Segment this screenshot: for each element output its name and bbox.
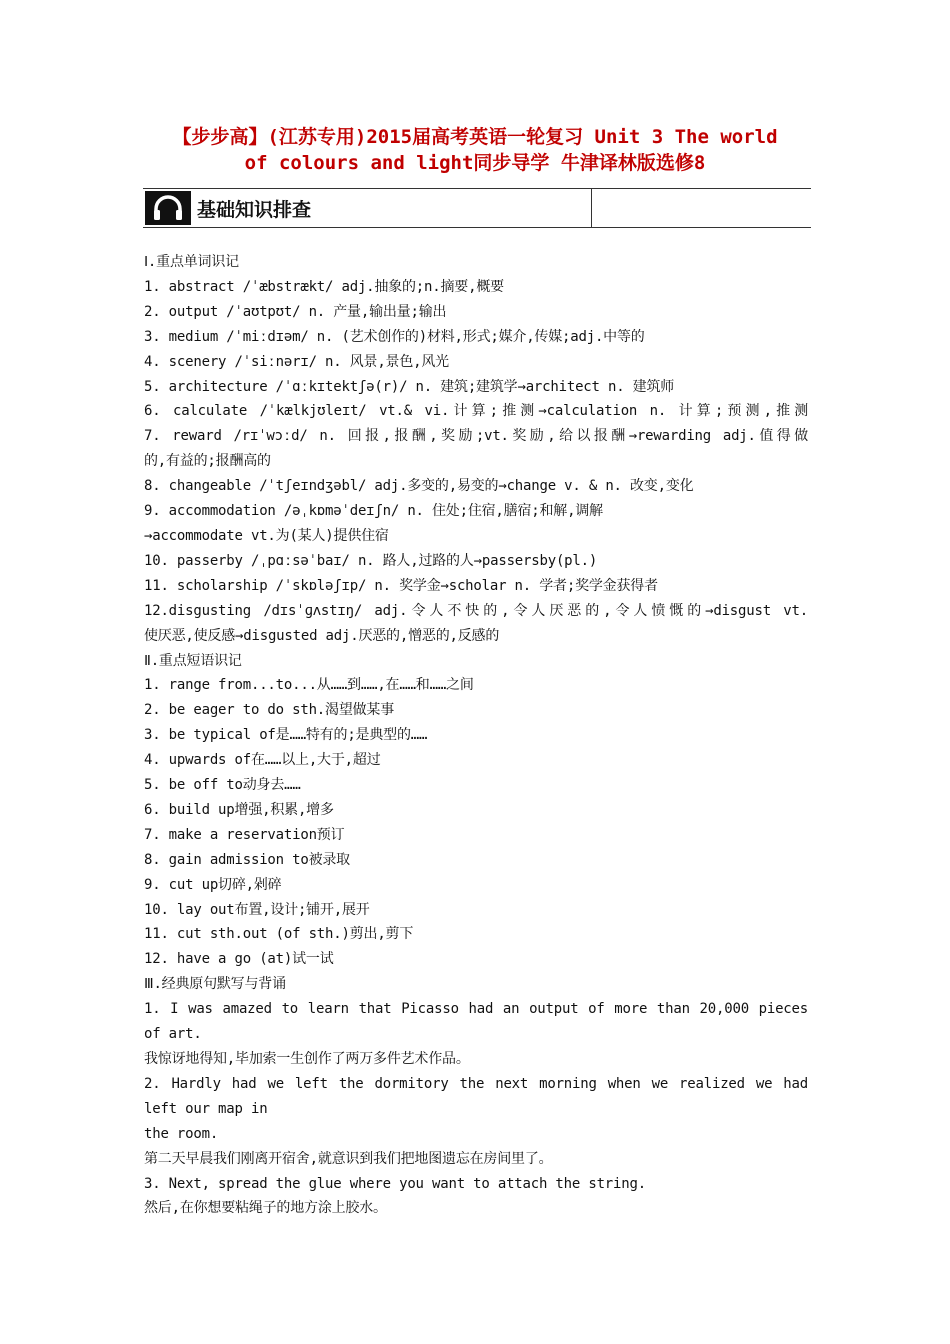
sentence-chinese: 我惊讶地得知,毕加索一生创作了两万多件艺术作品。 — [144, 1051, 470, 1067]
word-item: 12.disgusting /dɪsˈɡʌstɪŋ/ adj.令人不快的,令人厌恶的,令人愤慨的→disgust vt. — [144, 602, 808, 619]
sentence-chinese: 第二天早晨我们刚离开宿舍,就意识到我们把地图遗忘在房间里了。 — [144, 1150, 553, 1167]
sentence-english-continued: the room. — [144, 1125, 219, 1142]
banner-heading: 基础知识排查 — [197, 198, 312, 221]
section-banner — [143, 188, 811, 228]
sentence-english: 2. Hardly had we left the dormitory the next morning when we realized we had — [144, 1075, 808, 1092]
title-line-2: of colours and light同步导学 牛津译林版选修8 — [244, 152, 706, 174]
word-item: 4. scenery /ˈsiːnərɪ/ n. 风景,景色,风光 — [144, 353, 449, 370]
word-item: 3. medium /ˈmiːdɪəm/ n. (艺术创作的)材料,形式;媒介,传媒;adj.中等的 — [144, 328, 645, 345]
word-item: 7. reward /rɪˈwɔːd/ n. 回报,报酬,奖励;vt.奖励,给以报酬→rewarding adj.值得做 — [144, 428, 808, 445]
section-heading-phrases: Ⅱ.重点短语识记 — [144, 652, 242, 669]
headphones-icon — [145, 191, 191, 225]
phrase-item: 3. be typical of是……特有的;是典型的…… — [144, 727, 428, 744]
phrase-item: 7. make a reservation预订 — [144, 826, 345, 843]
phrase-item: 1. range from...to...从……到……,在……和……之间 — [144, 677, 474, 694]
phrase-item: 8. gain admission to被录取 — [144, 851, 350, 868]
phrase-item: 9. cut up切碎,剁碎 — [144, 876, 282, 893]
document-body — [144, 250, 808, 1221]
phrase-item: 11. cut sth.out (of sth.)剪出,剪下 — [144, 926, 414, 943]
phrase-item: 4. upwards of在……以上,大于,超过 — [144, 752, 381, 769]
word-item: 9. accommodation /əˌkɒməˈdeɪʃn/ n. 住处;住宿,膳宿;和解,调解 — [144, 503, 603, 520]
section-heading-sentences: Ⅲ.经典原句默写与背诵 — [144, 976, 286, 993]
sentence-chinese: 然后,在你想要粘绳子的地方涂上胶水。 — [144, 1200, 387, 1217]
word-item: 2. output /ˈaʊtpʊt/ n. 产量,输出量;输出 — [144, 303, 447, 320]
word-item: 11. scholarship /ˈskɒləʃɪp/ n. 奖学金→scholar n. 学者;奖学金获得者 — [144, 577, 658, 594]
document-title — [130, 124, 820, 176]
word-item-continued: 使厌恶,使反感→disgusted adj.厌恶的,憎恶的,反感的 — [144, 627, 500, 644]
sentence-english: 3. Next, spread the glue where you want to attach the string. — [144, 1175, 646, 1192]
word-item: 6. calculate /ˈkælkjʊleɪt/ vt.& vi.计算;推测→calculation n. 计算;预测,推测 — [144, 403, 808, 420]
word-item-continued: →accommodate vt.为(某人)提供住宿 — [144, 527, 389, 544]
sentence-english: 1. I was amazed to learn that Picasso had an output of more than 20,000 pieces — [144, 1001, 808, 1018]
sentence-english-continued: left our map in — [144, 1100, 268, 1117]
word-item: 8. changeable /ˈtʃeɪndʒəbl/ adj.多变的,易变的→change v. & n. 改变,变化 — [144, 478, 694, 495]
word-item: 10. passerby /ˌpɑːsəˈbaɪ/ n. 路人,过路的人→passersby(pl.) — [144, 552, 598, 569]
word-item: 1. abstract /ˈæbstrækt/ adj.抽象的;n.摘要,概要 — [144, 278, 504, 295]
title-line-1: 【步步高】(江苏专用)2015届高考英语一轮复习 Unit 3 The world — [172, 126, 778, 148]
phrase-item: 10. lay out布置,设计;铺开,展开 — [144, 901, 370, 918]
word-item-continued: 的,有益的;报酬高的 — [144, 453, 271, 470]
sentence-english-continued: of art. — [144, 1026, 202, 1043]
word-item: 5. architecture /ˈɑːkɪtektʃə(r)/ n. 建筑;建筑学→architect n. 建筑师 — [144, 378, 675, 395]
phrase-item: 5. be off to动身去…… — [144, 777, 301, 794]
phrase-item: 6. build up增强,积累,增多 — [144, 801, 334, 818]
banner-divider — [591, 189, 592, 227]
section-heading-words: Ⅰ.重点单词识记 — [144, 254, 239, 270]
phrase-item: 12. have a go (at)试一试 — [144, 951, 334, 968]
phrase-item: 2. be eager to do sth.渴望做某事 — [144, 702, 395, 719]
